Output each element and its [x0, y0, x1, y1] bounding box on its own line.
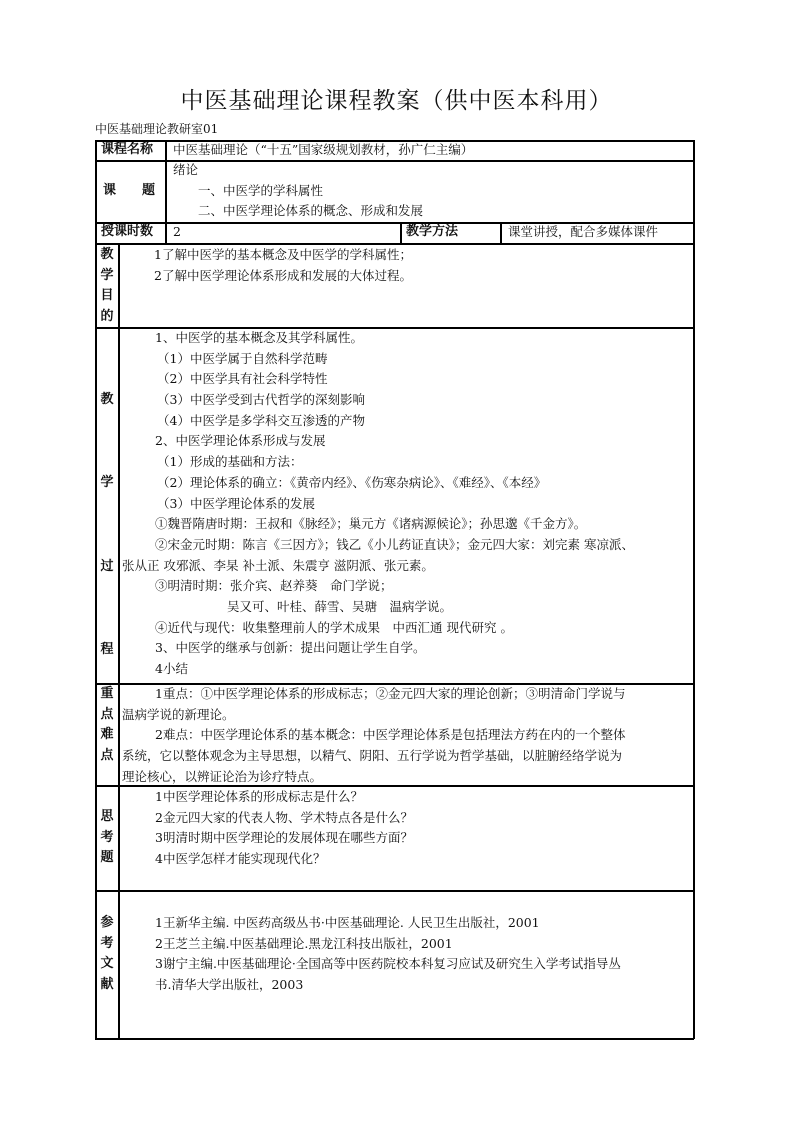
references-lines: 1王新华主编. 中医药高级丛书·中医基础理论. 人民卫生出版社，2001 2王芝兰主编.中医基础理论.黑龙江科技出版社，2001 3谢宁主编.中医基础理论·全国高等中医药院校本科复习应试及研究生入学考试指导丛 书.清华大学出版社，2003 — [155, 915, 621, 993]
objectives-lines: 1了解中医学的基本概念及中医学的学科属性； 2了解中医学理论体系形成和发展的大体过程。 — [154, 247, 412, 283]
hours-label: 授课时数 — [101, 224, 154, 239]
hours-value: 2 — [173, 224, 181, 239]
course-name-value: 中医基础理论（“十五”国家级规划教材，孙广仁主编） — [173, 142, 474, 157]
questions-label: 思 考 题 — [100, 809, 114, 866]
process-label-3: 过 — [100, 559, 114, 574]
questions-lines: 1中医学理论体系的形成标志是什么？ 2金元四大家的代表人物、学术特点各是什么？ 3明清时期中医学理论的发展体现在哪些方面？ 4中医学怎样才能实现现代化？ — [155, 789, 413, 867]
process-label-2: 学 — [100, 475, 114, 490]
key-points-label: 重 点 难 点 — [100, 686, 114, 764]
method-value: 课堂讲授，配合多媒体课件 — [508, 224, 659, 239]
key-points-lines: 1重点：①中医学理论体系的形成标志；②金元四大家的理论创新；③明清命门学说与 温病学说的新理论。 2难点：中医学理论体系的基本概念：中医学理论体系是包括理法方药在内的一个整体 系统，它以整体观念为主导思想，以精气、阴阳、五行学说为哲学基础，以脏腑经络学说为 理论核心，以辨证论治为诊疗特点。 — [122, 686, 626, 784]
process-label-4: 程 — [100, 642, 114, 657]
document-title: 中医基础理论课程教案（供中医本科用） — [180, 88, 613, 114]
process-label-1: 教 — [100, 392, 114, 407]
topic-label: 课 题 — [103, 183, 156, 198]
process-lines: 1、中医学的基本概念及其学科属性。 （1）中医学属于自然科学范畴 （2）中医学具有社会科学特性 （3）中医学受到古代哲学的深刻影响 （4）中医学是多学科交互渗透的产物 2、中医学理论体系形成与发展 （1）形成的基础和方法： （2）理论体系的确立：《黄帝内经》、《伤寒杂病论》、《难经》、《本经》 （3）中医学理论体系的发展 ①魏晋隋唐时期：王叔和《脉经》；巢元方《诸病源候论》；孙思邈《千金方》。 ②宋金元时期：陈言《三因方》；钱乙《小儿药证直诀》；金元四大家：刘完素 寒凉派、 张从正 攻邪派、李杲 补土派、朱震亨 滋阴派、张元素。 ③明清时期：张介宾、赵养葵 命门学说； 吴又可、叶桂、薛雪、吴瑭 温病学说。 ④近代与现代：收集整理前人的学术成果 中西汇通 现代研究 。 3、中医学的继承与创新：提出问题让学生自学。 4小结 — [122, 330, 634, 676]
course-name-label: 课程名称 — [101, 142, 154, 157]
method-label: 教学方法 — [406, 224, 459, 239]
topic-lines: 绪论 一、中医学的学科属性 二、中医学理论体系的概念、形成和发展 — [173, 162, 424, 219]
references-label: 参 考 文 献 — [100, 915, 114, 993]
department-label: 中医基础理论教研室01 — [95, 122, 219, 136]
objectives-label: 教 学 目 的 — [100, 247, 114, 325]
